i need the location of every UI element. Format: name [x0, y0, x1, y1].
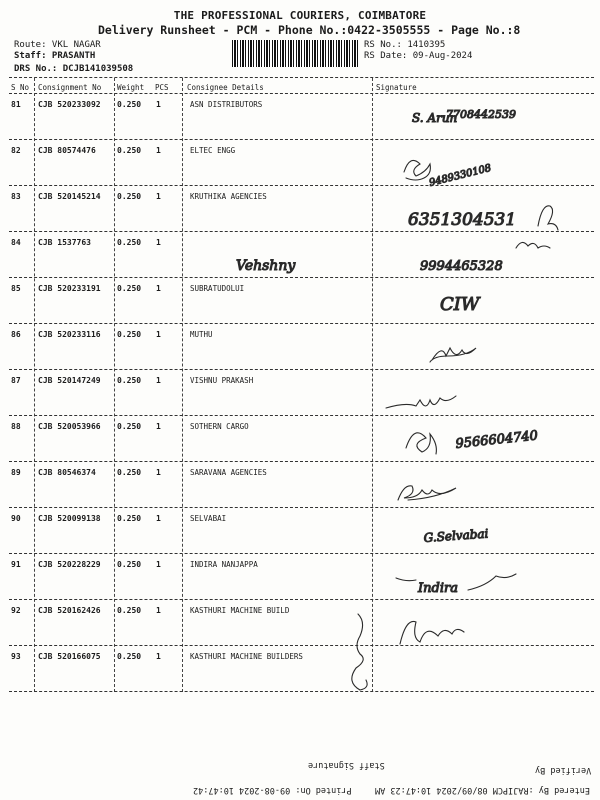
table-row — [0, 140, 600, 186]
row-consignee: MUTHU — [190, 330, 213, 339]
table-bottom-border — [9, 691, 594, 692]
drs-number: DRS No.: DCJB141039508 — [14, 64, 134, 74]
table-row — [0, 646, 600, 692]
row-sno: 88 — [11, 422, 21, 431]
row-weight: 0.250 — [117, 284, 142, 293]
row-weight: 0.250 — [117, 376, 142, 385]
signature-90: G.Selvabai — [423, 526, 489, 545]
col-sno: S No — [11, 83, 30, 92]
row-pcs: 1 — [156, 284, 161, 293]
row-pcs: 1 — [156, 330, 161, 339]
signature-81-name: S. Arun — [412, 111, 458, 125]
row-consignment: CJB 520053966 — [38, 422, 101, 431]
row-consignment: CJB 520145214 — [38, 192, 101, 201]
row-pcs: 1 — [156, 560, 161, 569]
row-pcs: 1 — [156, 606, 161, 615]
staff-label: Staff: PRASANTH — [14, 51, 96, 61]
row-consignment: CJB 520166075 — [38, 652, 101, 661]
row-sno: 87 — [11, 376, 21, 385]
row-consignment: CJB 520147249 — [38, 376, 101, 385]
company-title: THE PROFESSIONAL COURIERS, COIMBATORE — [173, 9, 427, 22]
row-consignment: CJB 80574476 — [38, 146, 96, 155]
row-pcs: 1 — [156, 100, 161, 109]
row-consignee: ELTEC ENGG — [190, 146, 236, 155]
row-consignment: CJB 520233092 — [38, 100, 101, 109]
row-sno: 91 — [11, 560, 21, 569]
col-consignment: Consignment No — [38, 83, 102, 92]
route-label: Route: VKL NAGAR — [14, 40, 101, 50]
row-pcs: 1 — [156, 652, 161, 661]
runsheet-subtitle: Delivery Runsheet - PCM - Phone No.:0422-3505555 - Page No.:8 — [98, 23, 521, 37]
entered-by: Entered By :RAJIPCM 08/09/2024 10:47:23 AM — [375, 785, 590, 795]
row-consignment: CJB 520228229 — [38, 560, 101, 569]
signature-85: CIW — [440, 294, 480, 315]
row-weight: 0.250 — [117, 100, 142, 109]
col-consignee: Consignee Details — [187, 83, 264, 92]
row-weight: 0.250 — [117, 514, 142, 523]
rs-number: RS No.: 1410395 — [364, 40, 446, 50]
row-sno: 82 — [11, 146, 21, 155]
row-consignee: ASN DISTRIBUTORS — [190, 100, 263, 109]
row-sno: 89 — [11, 468, 21, 477]
rs-date: RS Date: 09-Aug-2024 — [364, 51, 473, 61]
signature-83-phone: 6351304531 — [408, 210, 517, 230]
printed-on: Printed On: 09-08-2024 10:47:42 — [193, 785, 352, 795]
signature-84-phone: 9994465328 — [420, 259, 503, 274]
row-pcs: 1 — [156, 468, 161, 477]
signature-81-phone: 7708442539 — [446, 108, 516, 121]
row-consignee: VISHNU PRAKASH — [190, 376, 254, 385]
table-row — [0, 416, 600, 462]
table-row — [0, 324, 600, 370]
row-sno: 83 — [11, 192, 21, 201]
row-sno: 92 — [11, 606, 21, 615]
table-row — [0, 370, 600, 416]
row-weight: 0.250 — [117, 560, 142, 569]
row-consignee: SARAVANA AGENCIES — [190, 468, 267, 477]
row-weight: 0.250 — [117, 652, 142, 661]
row-consignee: KRUTHIKA AGENCIES — [190, 192, 267, 201]
row-weight: 0.250 — [117, 146, 142, 155]
row-pcs: 1 — [156, 376, 161, 385]
table-row — [0, 600, 600, 646]
row-weight: 0.250 — [117, 468, 142, 477]
row-consignee: KASTHURI MACHINE BUILD — [190, 606, 290, 615]
staff-signature-label: Staff Signature — [308, 760, 385, 770]
signature-91: Indira — [418, 581, 458, 596]
row-weight: 0.250 — [117, 330, 142, 339]
row-consignee: SOTHERN CARGO — [190, 422, 249, 431]
table-row — [0, 94, 600, 140]
row-pcs: 1 — [156, 146, 161, 155]
row-sno: 93 — [11, 652, 21, 661]
row-consignment: CJB 520099138 — [38, 514, 101, 523]
signature-82-phone: 9489330108 — [428, 162, 493, 189]
drs-barcode — [232, 40, 358, 67]
table-row — [0, 186, 600, 232]
row-weight: 0.250 — [117, 238, 142, 247]
signature-84-name: Vehshny — [236, 258, 296, 274]
row-weight: 0.250 — [117, 422, 142, 431]
row-weight: 0.250 — [117, 606, 142, 615]
table-top-border — [9, 77, 594, 78]
row-consignment: CJB 520233191 — [38, 284, 101, 293]
row-consignment: CJB 520233116 — [38, 330, 101, 339]
row-pcs: 1 — [156, 422, 161, 431]
table-row — [0, 462, 600, 508]
row-sno: 85 — [11, 284, 21, 293]
row-consignee: INDIRA NANJAPPA — [190, 560, 258, 569]
row-sno: 84 — [11, 238, 21, 247]
table-row — [0, 278, 600, 324]
row-pcs: 1 — [156, 192, 161, 201]
row-consignee: SUBRATUDOLUI — [190, 284, 245, 293]
row-consignment: CJB 520162426 — [38, 606, 101, 615]
row-sno: 90 — [11, 514, 21, 523]
col-signature: Signature — [376, 83, 417, 92]
signature-88-phone: 9566604740 — [454, 428, 539, 452]
table-row — [0, 508, 600, 554]
row-consignment: CJB 1537763 — [38, 238, 91, 247]
row-pcs: 1 — [156, 514, 161, 523]
row-weight: 0.250 — [117, 192, 142, 201]
verified-by-label: Verified By — [535, 765, 592, 775]
col-weight: Weight — [117, 83, 145, 92]
col-pcs: PCS — [155, 83, 169, 92]
row-sno: 81 — [11, 100, 21, 109]
table-row — [0, 554, 600, 600]
row-sno: 86 — [11, 330, 21, 339]
row-consignment: CJB 80546374 — [38, 468, 96, 477]
row-pcs: 1 — [156, 238, 161, 247]
table-row — [0, 232, 600, 278]
row-consignee: SELVABAI — [190, 514, 227, 523]
row-consignee: KASTHURI MACHINE BUILDERS — [190, 652, 303, 661]
